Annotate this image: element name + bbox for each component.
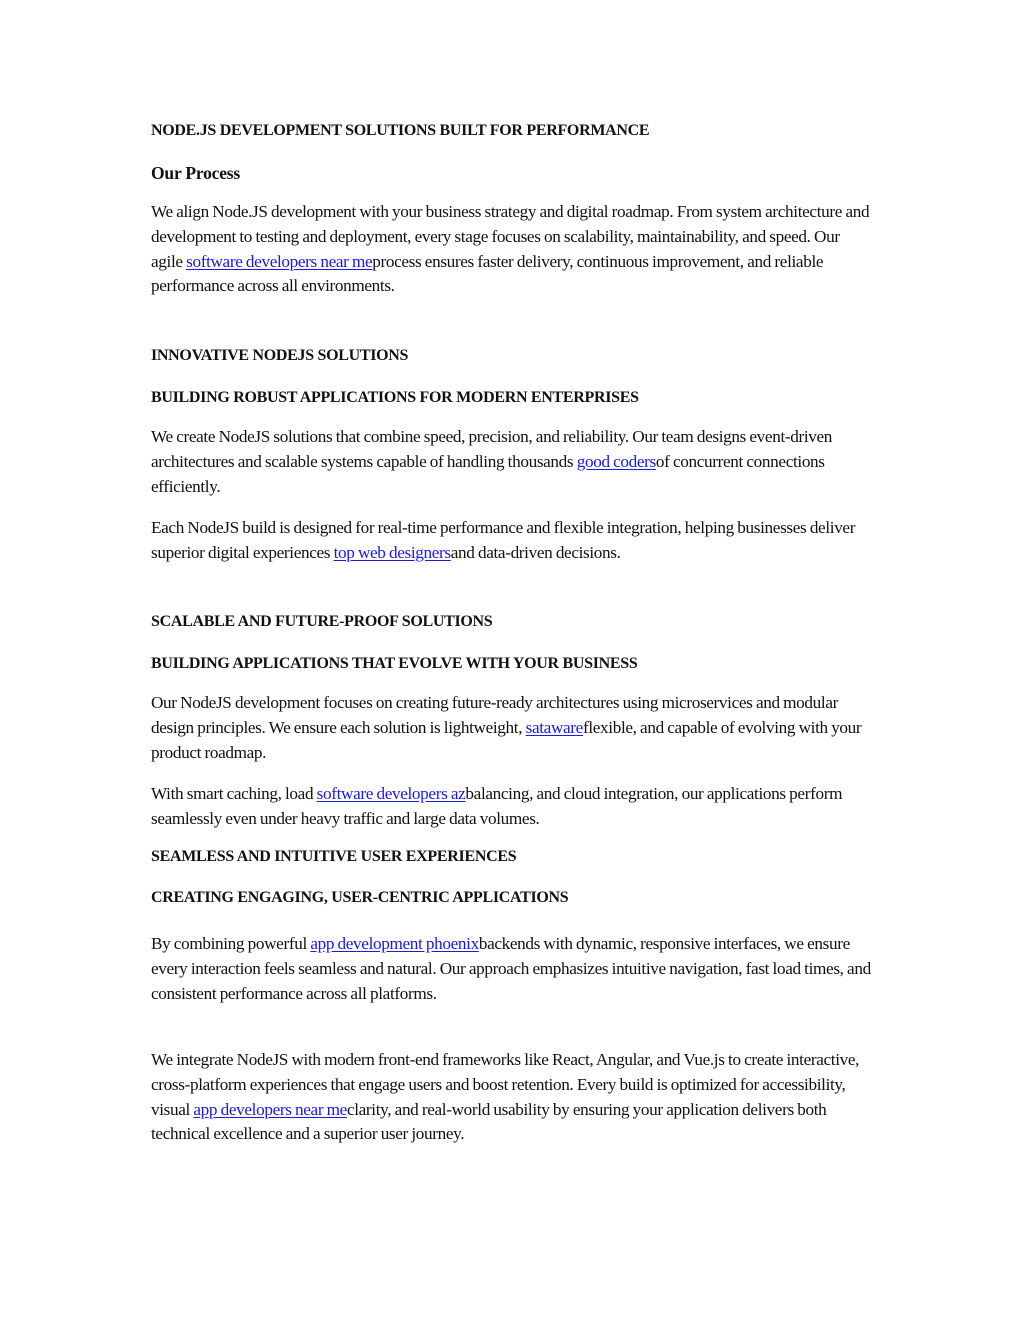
section-subheading-engaging: CREATING ENGAGING, USER-CENTRIC APPLICATIONS [151, 889, 569, 906]
paragraph-text: By combining powerful [151, 934, 311, 953]
section-heading-scalable: SCALABLE AND FUTURE-PROOF SOLUTIONS [151, 613, 493, 630]
paragraph-text: of concurrent connections efficiently. [151, 451, 825, 496]
paragraph-text: backends with dynamic, responsive interfaces, we ensure every interaction feels seamless and natural. Our approach emphasizes intuitive navigation, fast load times, and consistent performance across all platforms. [151, 934, 871, 1003]
link-app-developers-near-me[interactable]: app developers near me [193, 1099, 347, 1119]
document-title: NODE.JS DEVELOPMENT SOLUTIONS BUILT FOR PERFORMANCE [151, 122, 650, 139]
section-subheading-evolve: BUILDING APPLICATIONS THAT EVOLVE WITH YOUR BUSINESS [151, 655, 638, 672]
paragraph [151, 516, 871, 566]
link-software-developers-az[interactable]: software developers az [316, 784, 466, 803]
link-app-development-phoenix[interactable]: app development phoenix [310, 934, 479, 953]
paragraph-text: Each NodeJS build is designed for real-time performance and flexible integration, helping businesses deliver superior digital experiences [151, 518, 856, 562]
paragraph-text: We create NodeJS solutions that combine speed, precision, and reliability. Our team designs event-driven architectures and scalable systems capable of handling thousands [151, 427, 833, 471]
paragraph-text: balancing, and cloud integration, our applications perform seamlessly even under heavy traffic and large data volumes. [151, 784, 843, 828]
paragraph-text: We align Node.JS development with your business strategy and digital roadmap. From system architecture and development to testing and deployment, every stage focuses on scalability, maintainability, and speed. Our agile [151, 202, 870, 271]
section-heading-our-process: Our Process [151, 163, 241, 183]
link-software-developers-near-me[interactable]: software developers near me [186, 251, 373, 271]
paragraph [151, 425, 871, 499]
paragraph-text: Our NodeJS development focuses on creating future-ready architectures using microservices and modular design principles. We ensure each solution is lightweight, [151, 693, 838, 737]
paragraph [151, 932, 871, 1006]
paragraph [151, 1048, 871, 1147]
link-top-web-designers[interactable]: top web designers [333, 542, 451, 562]
paragraph-text: process ensures faster delivery, continuous improvement, and reliable performance across all environments. [151, 251, 824, 296]
paragraph-text: With smart caching, load [151, 784, 317, 803]
link-good-coders[interactable]: good coders [576, 451, 656, 471]
paragraph [151, 691, 871, 765]
section-heading-seamless: SEAMLESS AND INTUITIVE USER EXPERIENCES [151, 848, 517, 865]
section-subheading-robust: BUILDING ROBUST APPLICATIONS FOR MODERN ENTERPRISES [151, 389, 639, 406]
section-heading-innovative: INNOVATIVE NODEJS SOLUTIONS [151, 347, 409, 364]
paragraph-text: flexible, and capable of evolving with your product roadmap. [151, 717, 862, 762]
paragraph [151, 200, 871, 299]
paragraph [151, 782, 871, 832]
paragraph-text: We integrate NodeJS with modern front-end frameworks like React, Angular, and Vue.js to create interactive, cross-platform experiences that engage users and boost retention. Every build is optimized for accessibility, visual [151, 1050, 860, 1119]
paragraph-text: clarity, and real-world usability by ensuring your application delivers both technical excellence and a superior user journey. [151, 1099, 827, 1144]
paragraph-text: and data-driven decisions. [450, 542, 621, 562]
link-sataware[interactable]: sataware [525, 717, 583, 737]
